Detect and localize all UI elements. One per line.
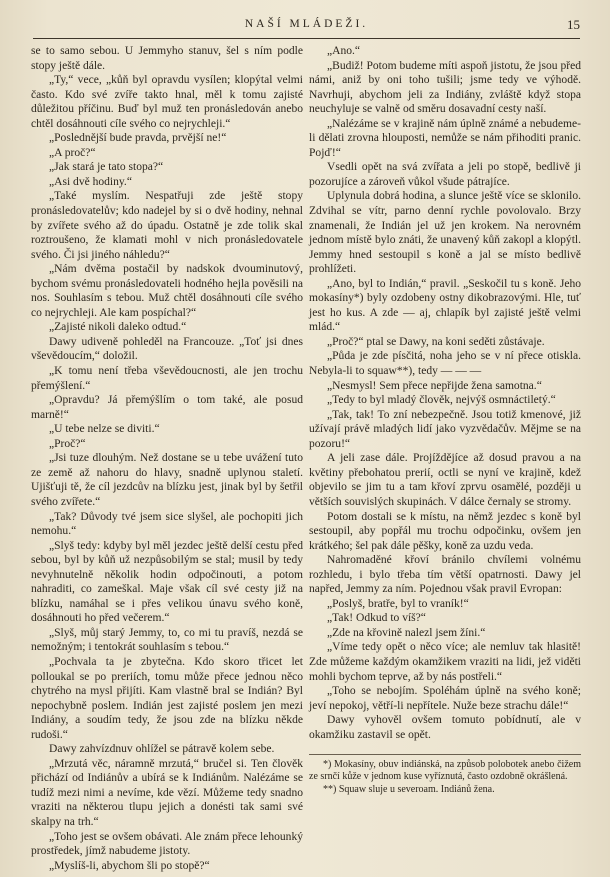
right-text-column — [309, 44, 581, 796]
paragraph: Uplynula dobrá hodina, a slunce ještě více se sklonilo. Zdvihal se vítr, parno denní rychle povolovalo. Brzy znamenali, že Indián jel už jen krokem. Na nerovném jednom místě bylo znáti, že unavený kůň zakopl a klopýtl. Jemmy hned sestoupil s koně a jal se místo bedlivě prohlížeti. — [309, 190, 581, 276]
paragraph: „U tebe nelze se diviti.“ — [49, 423, 160, 436]
paragraph: „Myslíš-li, abychom šli po stopě?“ — [49, 859, 210, 872]
paragraph: „K tomu není třeba vševědoucnosti, ale jen trochu přemýšlení.“ — [31, 365, 303, 392]
paragraph: „Tak! Odkud to víš?“ — [327, 612, 426, 625]
left-text-column — [31, 44, 303, 873]
footnotes — [309, 754, 581, 796]
paragraph: „Zajisté nikoli daleko odtud.“ — [49, 321, 187, 334]
footnote: **) Squaw sluje u severoam. Indiánů žena. — [323, 783, 495, 795]
paragraph: Nahromaděné křoví bránilo chvílemi volnému rozhledu, i bylo třeba tím větší opatrnosti. Dawy jel napřed, Jemmy za ním. Pojednou však pravil Evropan: — [309, 554, 581, 596]
paragraph: „Zde na křovině nalezl jsem žíni.“ — [327, 626, 486, 639]
paragraph: „Jak stará je tato stopa?“ — [49, 161, 164, 174]
paragraph: „Tedy to byl mladý člověk, nejvýš osmnáctiletý.“ — [327, 394, 556, 407]
paragraph: „Poslyš, bratře, byl to vraník!“ — [327, 597, 469, 610]
paragraph: „Slyš, můj starý Jemmy, to, co mi tu pravíš, nezdá se nemožným; i tentokrát souhlasím s tebou.“ — [31, 626, 303, 654]
paragraph: „Proč?“ — [49, 437, 86, 450]
page-header — [33, 14, 580, 36]
paragraph: „Víme tedy opět o něco více; ale nemluv tak hlasitě! Zde můžeme každým okamžikem vraziti na lidi, jež viděti mohli bychom teprve, až by nás postřeli.“ — [309, 641, 581, 683]
paragraph: „Tak? Důvody tvé jsem sice slyšel, ale pochopiti jich nemohu.“ — [31, 510, 303, 538]
paragraph: Vsedli opět na svá zvířata a jeli po stopě, bedlivě ji pozorujíce a zároveň vůkol všude pátrajíce. — [309, 161, 581, 188]
paragraph: „Mrzutá věc, náramně mrzutá,“ bručel si. Ten člověk přichází od Indiánův a ubírá se k Indiánům. Nalézáme se tudíž mezi nimi a nevíme, kde vězí. Můžeme tedy snadno vraziti na některou tlupu jejich a donésti tak sami své skalpy na trh.“ — [31, 757, 303, 828]
paragraph: „Nalézáme se v krajině nám úplně známé a nebudeme-li dělati zrovna hlouposti, nemůže se nám přihoditi pranic. Pojď!“ — [309, 117, 581, 159]
paragraph: „A proč?“ — [49, 146, 96, 159]
paragraph: se to samo sebou. U Jemmyho stanuv, šel s ním podle stopy ještě dále. — [31, 45, 303, 72]
paragraph: „Toho se nebojím. Spoléhám úplně na svého koně; jeví nepokoj, větří-li nepřítele. Nuže beze strachu dále!“ — [309, 685, 581, 712]
paragraph: „Budiž! Potom budeme míti aspoň jistotu, že jsou před námi, aniž by oni toho tušili; jsme tedy ve výhodě. Navrhuji, abychom jeli za Indiány, zvláště když stopa neuchyluje se valně od směru dosavadní cesty naší. — [309, 59, 581, 116]
paragraph: „Toho jest se ovšem obávati. Ale znám přece lehounký prostředek, jímž nabudeme jistoty. — [31, 830, 303, 858]
paragraph: „Také myslím. Nespatřuji zde ještě stopy pronásledovatelův; kdo nadejel by si o dvě hodiny, nehnal by zvířete svého až do úpadu. Ostatně je zde tolik skal roztroušeno, že klamati mohl v nich pronásledovatele svého. Či jsi jiného náhledu?“ — [31, 190, 303, 261]
paragraph: „Poslednější bude pravda, prvější ne!“ — [49, 132, 227, 145]
paragraph: „Ano, byl to Indián,“ pravil. „Seskočil tu s koně. Jeho mokasíny*) byly ozdobeny ostny dikobrazovými. Hle, tuť jest ho kus. A zde — aj, chlapík byl zajisté ještě velmi mlád.“ — [309, 277, 581, 334]
paragraph: „Půda je zde písčitá, noha jeho se v ní přece otiskla. Nebyla-li to squaw**), tedy — — — — [309, 350, 581, 378]
header-rule — [33, 38, 580, 39]
paragraph: „Ty,“ vece, „kůň byl opravdu vysílen; klopýtal velmi často. Kdo své zvíře takto hnal, měl k tomu zajisté důležitou příčinu. Buď byl muž ten pronásledován anebo chtěl dosáhnouti cíle svého co nejrychleji.“ — [31, 74, 303, 130]
paragraph: „Jsi tuze dlouhým. Než dostane se u tebe uvážení tuto ze země až nahoru do hlavy, snadně uplynou staletí. Ujišťuji tě, že cíl jezdcův na blízku jest, jinak byl by šetřil svého zvířete.“ — [31, 452, 303, 508]
paragraph: „Ano.“ — [327, 45, 361, 57]
paragraph: Potom dostali se k místu, na němž jezdec s koně byl sestoupil, aby popřál mu trochu odpočinku, ovšem jen krátkého; šel pak dále pěšky, koně za uzdu veda. — [309, 510, 581, 552]
paragraph: Dawy vyhověl ovšem tomuto pobídnutí, ale v okamžiku zastavil se opět. — [309, 714, 581, 741]
paragraph: „Tak, tak! To zní nebezpečně. Jsou totiž kmenové, již užívají právě mladých lidí jako vyzvědačův. Mějme se na pozoru!“ — [309, 408, 581, 450]
page-number: 15 — [567, 17, 580, 32]
paragraph: Dawy udiveně pohleděl na Francouze. „Toť jsi dnes vševědoucím,“ doložil. — [31, 335, 303, 363]
paragraph: „Proč?“ ptal se Dawy, na koni seděti zůstávaje. — [327, 335, 545, 348]
footnote: *) Mokasíny, obuv indiánská, na způsob polobotek anebo čižem ze srnčí kůže v jednom kuse vyříznutá, často ozdobně okrášlená. — [309, 759, 581, 783]
paragraph: A jeli zase dále. Projíždějíce až dosud pravou a na květiny přebohatou prerií, octli se nyní ve krajině, kdež objevilo se jim tu a tam křoví zprvu osamělé, později u větších souvislých skupinách. V dálce černaly se stromy. — [309, 452, 581, 508]
paragraph: „Slyš tedy: kdyby byl měl jezdec ještě delší cestu před sebou, byl by kůň už nezpůsobilým se stal; musil by tedy nevyhnutelně několik hodin odpočinouti, a potom nahraditi, co zameškal. Maje však cíl své cesty již na blízku, namáhal se i přes velikou únavu svého koně, dosáhnouti ho před večerem.“ — [31, 539, 303, 625]
paragraph: „Pochvala ta je zbytečna. Kdo skoro třicet let polloukal se po preriích, tomu může přece jednou něco chytrého na mysl přijíti. Kam vlastně bral se Indián? Byl nepochybně poslem. Indián jest zajisté poslem jen mezi Indiány, a soudím tedy, že jsou zde na blízku někde rudoši.“ — [31, 655, 303, 741]
paragraph: „Nesmysl! Sem přece nepřijde žena samotna.“ — [327, 379, 542, 392]
right-paragraphs — [309, 44, 581, 742]
paragraph: „Opravdu? Já přemýšlím o tom také, ale posud marně!“ — [31, 394, 303, 421]
paragraph: „Asi dvě hodiny.“ — [49, 175, 132, 188]
paragraph: „Nám dvěma postačil by nadskok dvouminutový, bychom svému pronásledovateli hodného hejla pověsili na nos. Souhlasím s tebou. Muž chtěl dosáhnouti cíle svého co nejrychleji. Ale kam pospíchal?“ — [31, 263, 303, 319]
running-title: NAŠÍ MLÁDEŽI. — [244, 18, 369, 30]
paragraph: Dawy zahvízdnuv ohlížel se pátravě kolem sebe. — [49, 743, 275, 756]
